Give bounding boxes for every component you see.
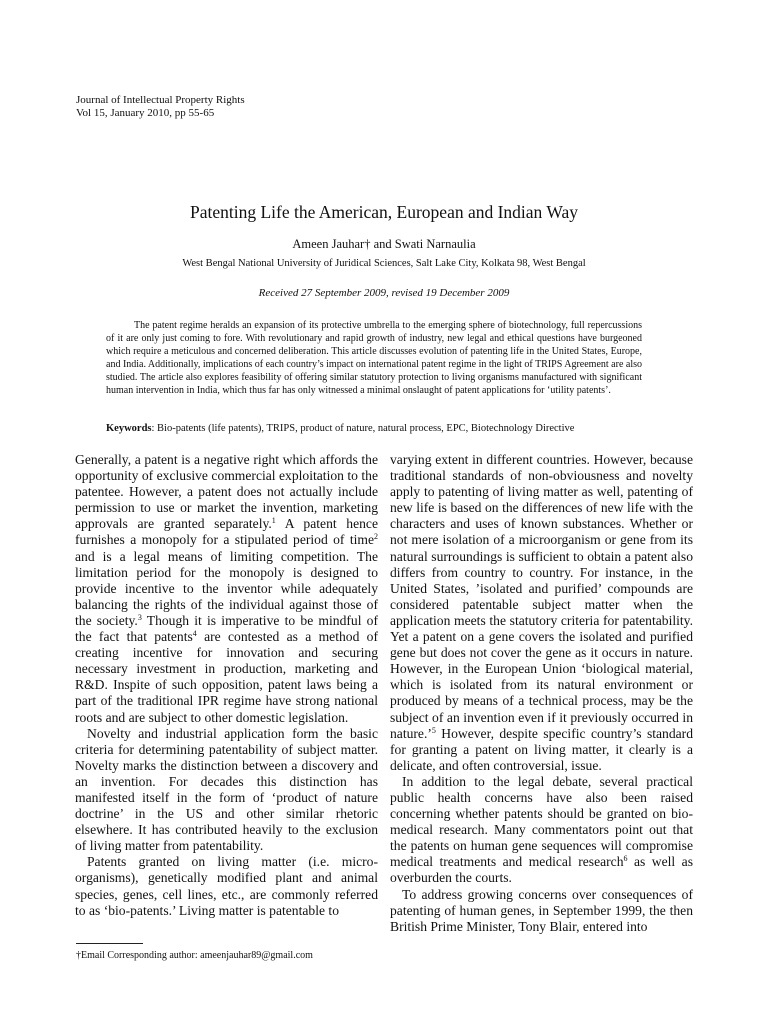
- text-run: and is a legal means of limiting competition. The limitation period for the monopoly is designed to provide incentive to the inventor while adequately balancing the rights of the individual against those of the society.: [75, 548, 378, 628]
- journal-name: Journal of Intellectual Property Rights: [76, 94, 245, 106]
- left-paragraph-2: Novelty and industrial application form the basic criteria for determining patentability of subject matter. Novelty marks the distinction between a discovery and an invention. For decades this distinction has manifested itself in the form of ‘product of nature doctrine’ in the US and other similar rhetoric elsewhere. It has contributed heavily to the exclusion of living matter from patentability.: [75, 725, 378, 854]
- footnote-ref-5: 5: [431, 725, 436, 735]
- text-run: In addition to the legal debate, several practical public health concerns have also been raised concerning whether patents should be granted on bio-medical research. Many commentators point out that the patents on human gene sequences will compromise medical treatments and medical research: [390, 773, 693, 870]
- footnote-ref-4: 4: [192, 629, 197, 639]
- left-paragraph-3: Patents granted on living matter (i.e. micro-organisms), genetically modified plant and animal species, genes, cell lines, etc., are commonly referred to as ‘bio-patents.’ Living matter is patentable to: [75, 854, 378, 918]
- right-paragraph-2: [390, 774, 693, 887]
- footnote-ref-3: 3: [137, 612, 142, 622]
- article-title: Patenting Life the American, European and Indian Way: [190, 202, 578, 222]
- footnote-ref-6: 6: [623, 854, 628, 864]
- left-paragraph-1: [75, 452, 378, 726]
- article-authors: Ameen Jauhar† and Swati Narnaulia: [292, 237, 476, 251]
- journal-issue: Vol 15, January 2010, pp 55-65: [76, 107, 215, 119]
- text-run: However, despite specific country’s standard for granting a patent on living matter, it clearly is a delicate, and often controversial, issue.: [390, 725, 693, 773]
- text-run: varying extent in different countries. However, because traditional standards of non-obviousness and novelty apply to patenting of living matter as well, patenting of new life is based on the differences of new life with the characters and uses of known substances. Whether or not mere isolation of a microorganism or gene from its natural surroundings is sufficient to obtain a patent also differs from country to country. For instance, in the United States, ’isolated and purified’ compounds are considered patentable subject matter when the application meets the statutory criteria for patentability. Yet a patent on a gene covers the isolated and purified gene but does not cover the gene as it occurs in nature. However, in the European Union ‘biological material, which is isolated from its natural environment or produced by means of a technical process, may be the subject of an invention even if it previously occurred in nature.’: [390, 452, 693, 741]
- keywords: [106, 423, 666, 434]
- abstract: The patent regime heralds an expansion of its protective umbrella to the emerging sphere of biotechnology, full repercussions of it are only just coming to fore. With revolutionary and rapid growth of industry, new legal and ethical questions have burgeoned which require a meticulous and concerned deliberation. This article discusses evolution of patenting life in the United States, Europe, and India. Additionally, implications of each country’s impact on international patent regime in the light of TRIPS Agreement are also studied. The article also explores feasibility of offering similar statutory protection to living organisms manufactured with significant human intervention in India, which thus far has only witnessed a minimal onslaught of patent applications for ‘utility patents’.: [106, 320, 642, 396]
- footnote-divider: [76, 943, 143, 944]
- footnote-ref-1: 1: [271, 516, 276, 526]
- author-affiliation: West Bengal National University of Juridical Sciences, Salt Lake City, Kolkata 98, West Bengal: [182, 258, 586, 269]
- text-run: are contested as a method of creating incentive for innovation and securing necessary investment in production, marketing and R&D. Inspite of such opposition, patent laws being a part of the traditional IPR regime have strong national roots and are subject to other domestic legislation.: [75, 629, 378, 725]
- right-paragraph-3: To address growing concerns over consequences of patenting of human genes, in September 1999, the then British Prime Minister, Tony Blair, entered into: [390, 886, 693, 934]
- keywords-text: : Bio-patents (life patents), TRIPS, product of nature, natural process, EPC, Biotechnology Directive: [151, 423, 575, 434]
- keywords-label: Keywords: [106, 423, 152, 434]
- text-run: Generally, a patent is a negative right which affords the opportunity of exclusive commercial exploitation to the patentee. However, a patent does not actually include permission to use or market the invention, marketing approvals are granted separately.: [75, 452, 378, 532]
- received-dates: Received 27 September 2009, revised 19 December 2009: [258, 287, 510, 299]
- journal-header: [76, 94, 245, 120]
- footnote-email: †Email Corresponding author: ameenjauhar89@gmail.com: [76, 950, 313, 961]
- body-column-left: [75, 452, 378, 919]
- text-run: A patent hence furnishes a monopoly for a stipulated period of time: [75, 516, 378, 548]
- text-run: as well as overburden the courts.: [390, 854, 693, 886]
- footnote-ref-2: 2: [374, 532, 378, 542]
- text-run: Though it is imperative to be mindful of the fact that patents: [75, 612, 378, 645]
- body-column-right: [390, 452, 693, 935]
- right-paragraph-1: [390, 452, 693, 774]
